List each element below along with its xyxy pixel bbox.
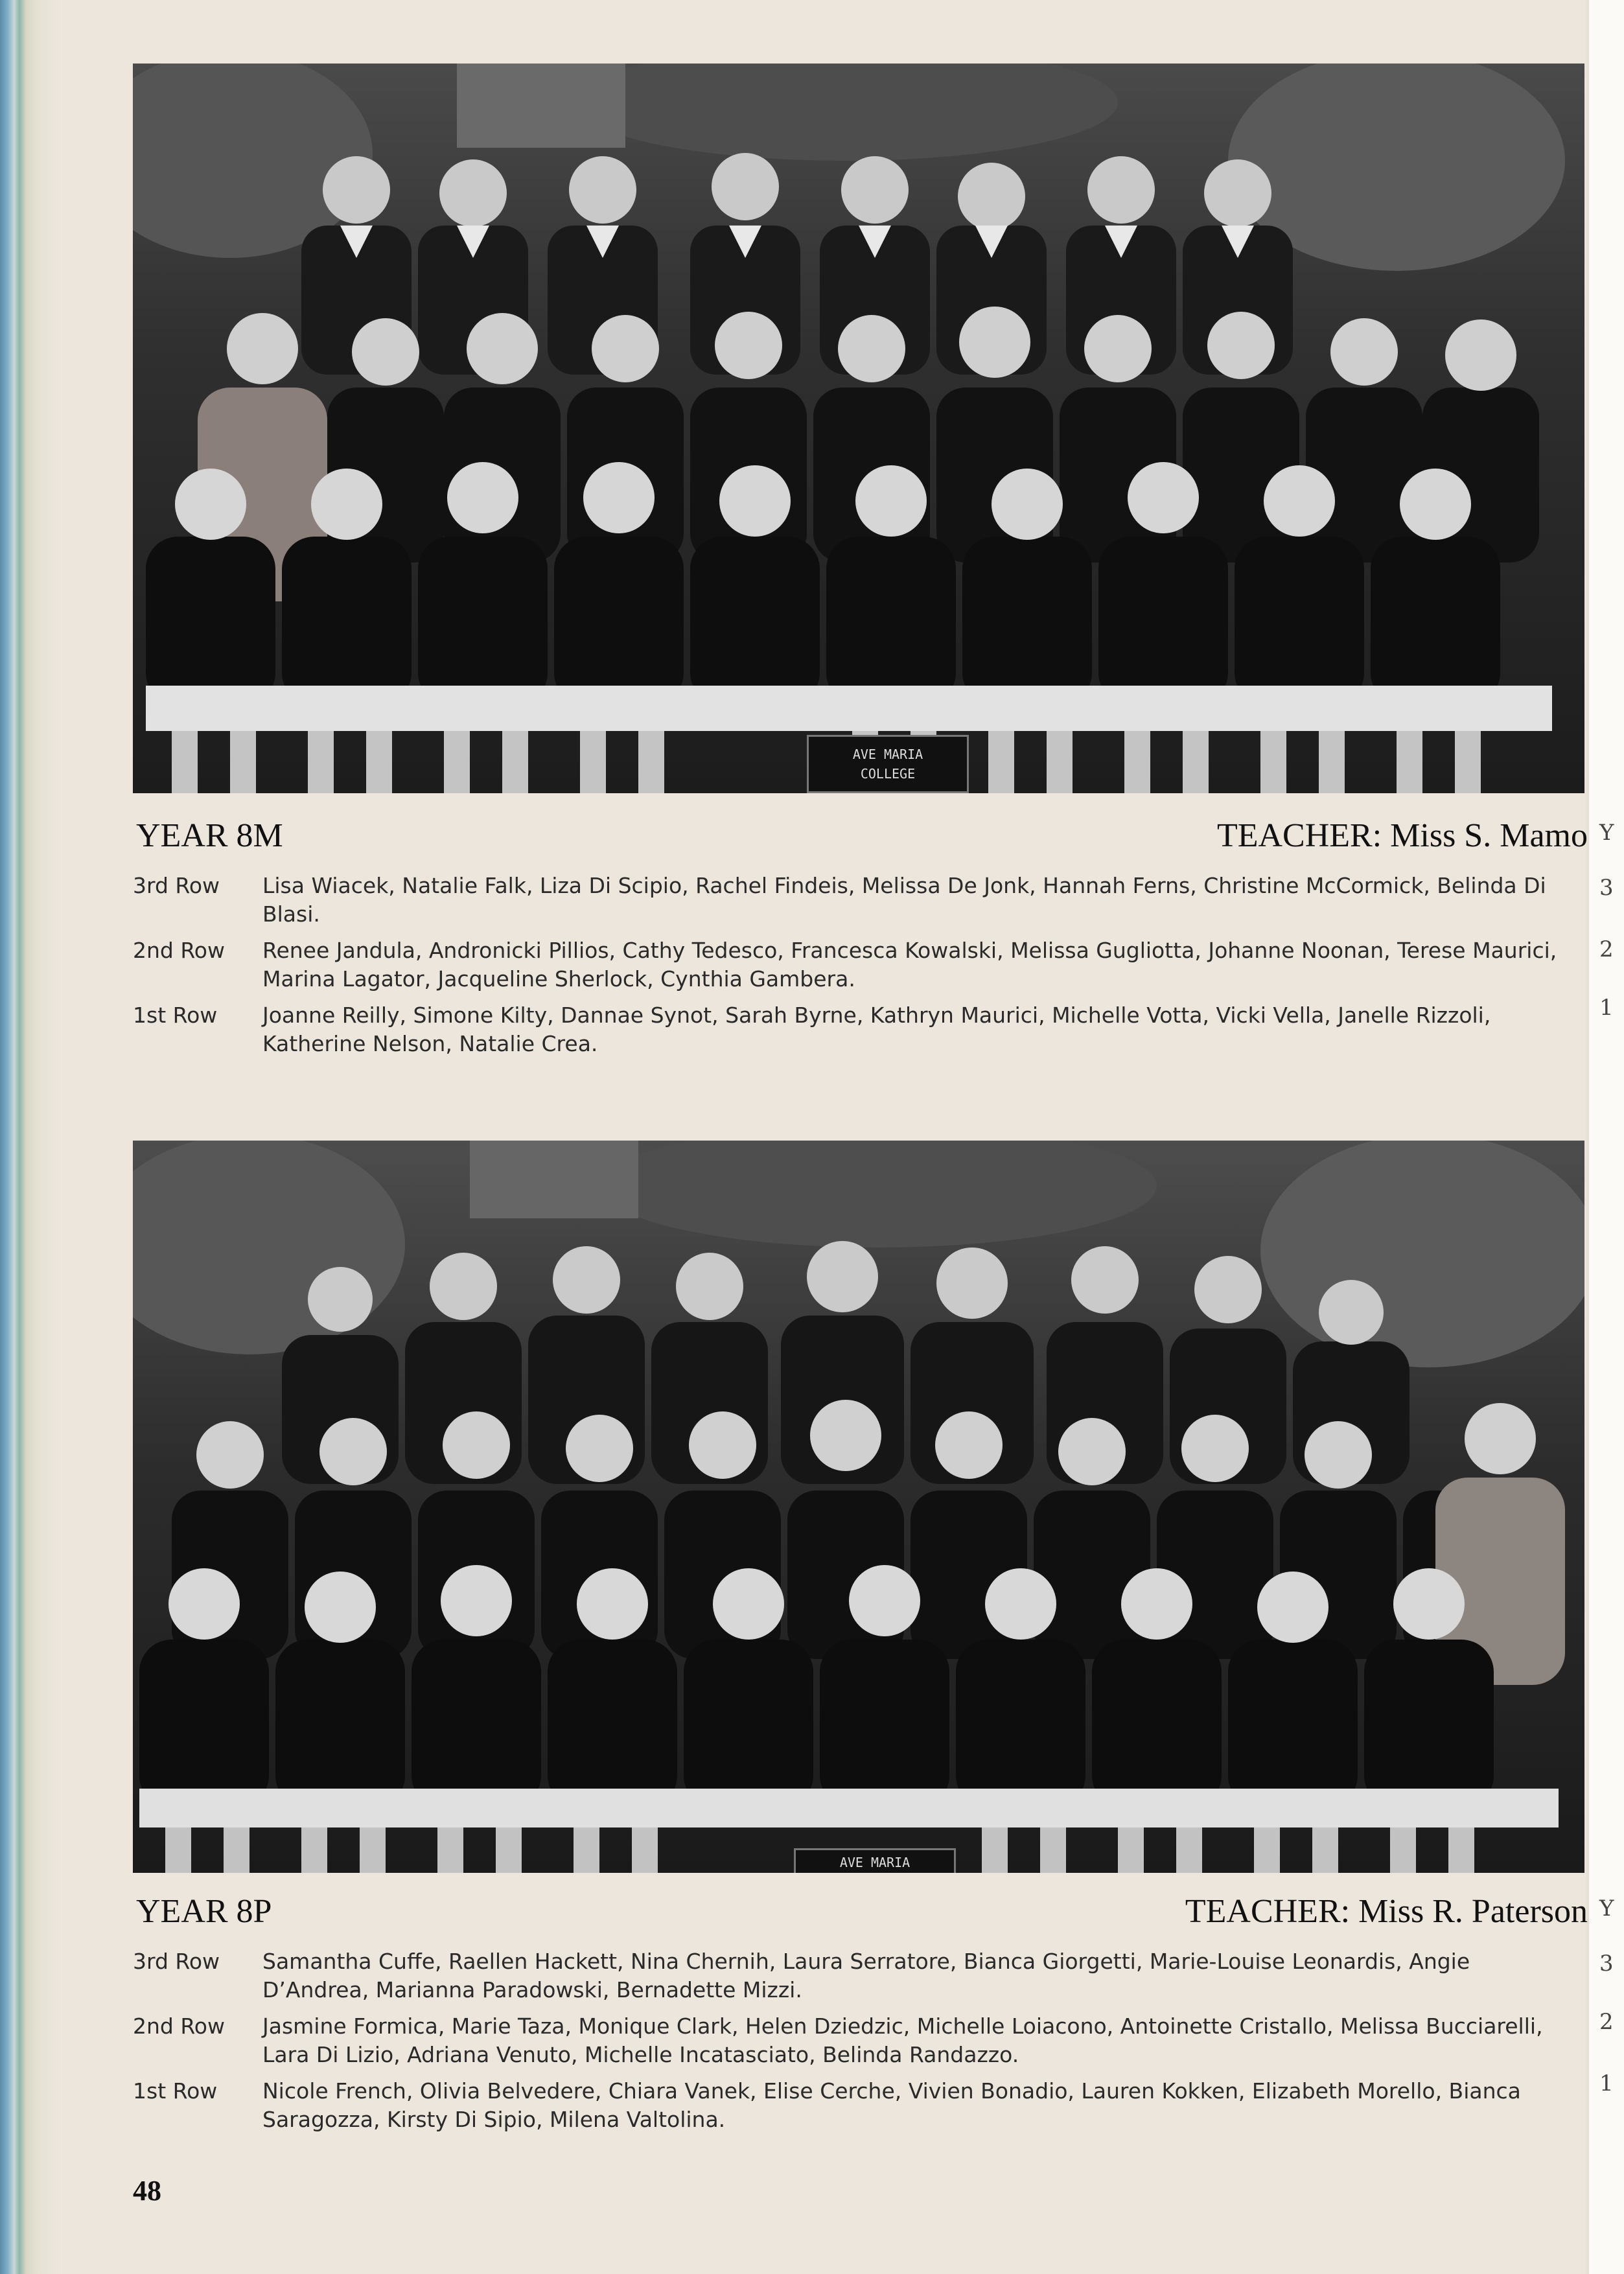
facing-page-glyph: 2 xyxy=(1599,2009,1614,2035)
class-heading-8p xyxy=(136,1892,1588,1938)
class-year-label: YEAR 8P xyxy=(136,1893,272,1930)
class-photo-8m xyxy=(133,64,1584,793)
class-heading-8m xyxy=(136,817,1588,862)
row-names: Nicole French, Olivia Belvedere, Chiara Vanek, Elise Cerche, Vivien Bonadio, Lauren Kokken, Elizabeth Morello, Bianca Saragozza, Kirsty Di Sipio, Milena Valtolina. xyxy=(262,2078,1521,2132)
facing-page-edge xyxy=(1589,0,1624,2274)
name-row xyxy=(133,872,1584,929)
facing-page-glyph: 3 xyxy=(1599,875,1614,901)
name-row xyxy=(133,2012,1584,2069)
facing-page-glyph: 1 xyxy=(1599,2071,1614,2096)
name-row xyxy=(133,2077,1584,2134)
sign-line-2: COLLEGE xyxy=(860,766,916,782)
class-teacher-label: TEACHER: Miss R. Paterson xyxy=(1185,1893,1588,1930)
sign-line-1: AVE MARIA xyxy=(852,747,923,762)
facing-page-glyph: 2 xyxy=(1599,936,1614,962)
facing-page-glyph: Y xyxy=(1599,1896,1614,1921)
class-year-label: YEAR 8M xyxy=(136,817,283,854)
name-row xyxy=(133,936,1584,993)
row-names: Samantha Cuffe, Raellen Hackett, Nina Chernih, Laura Serratore, Bianca Giorgetti, Marie-Louise Leonardis, Angie D’Andrea, Marianna Paradowski, Bernadette Mizzi. xyxy=(262,1949,1470,2002)
row-names: Renee Jandula, Andronicki Pillios, Cathy Tedesco, Francesca Kowalski, Melissa Gugliotta, Johanne Noonan, Terese Maurici, Marina Lagator, Jacqueline Sherlock, Cynthia Gambera. xyxy=(262,938,1557,992)
school-sign-board xyxy=(807,735,969,793)
sign-line-1: AVE MARIA xyxy=(839,1855,911,1870)
facing-page-glyph: 3 xyxy=(1599,1951,1614,1977)
row-names: Jasmine Formica, Marie Taza, Monique Clark, Helen Dziedzic, Michelle Loiacono, Antoinette Cristallo, Melissa Bucciarelli, Lara Di Lizio, Adriana Venuto, Michelle Incatasciato, Belinda Randazzo. xyxy=(262,2013,1543,2067)
class-photo-8m-image xyxy=(133,64,1584,793)
row-label: 2nd Row xyxy=(133,938,225,963)
row-label: 3rd Row xyxy=(133,873,220,898)
name-row xyxy=(133,1947,1584,2004)
facing-page-glyph: Y xyxy=(1599,820,1614,846)
row-label: 3rd Row xyxy=(133,1949,220,1974)
page-number: 48 xyxy=(133,2175,161,2207)
class-photo-8p xyxy=(133,1141,1584,1873)
row-label: 2nd Row xyxy=(133,2013,225,2039)
row-names: Lisa Wiacek, Natalie Falk, Liza Di Scipio, Rachel Findeis, Melissa De Jonk, Hannah Ferns, Christine McCormick, Belinda Di Blasi. xyxy=(262,873,1546,927)
facing-page-glyph: 1 xyxy=(1599,995,1614,1021)
row-label: 1st Row xyxy=(133,1003,218,1028)
book-spine xyxy=(0,0,62,2274)
row-names: Joanne Reilly, Simone Kilty, Dannae Synot, Sarah Byrne, Kathryn Maurici, Michelle Votta, Vicki Vella, Janelle Rizzoli, Katherine Nelson, Natalie Crea. xyxy=(262,1003,1491,1056)
class-teacher-label: TEACHER: Miss S. Mamo xyxy=(1216,817,1588,854)
class-photo-8p-image xyxy=(133,1141,1584,1873)
class-name-list-8m xyxy=(133,872,1584,1066)
name-row xyxy=(133,1001,1584,1058)
class-name-list-8p xyxy=(133,1947,1584,2142)
row-label: 1st Row xyxy=(133,2078,218,2104)
school-sign-board xyxy=(794,1848,956,1873)
